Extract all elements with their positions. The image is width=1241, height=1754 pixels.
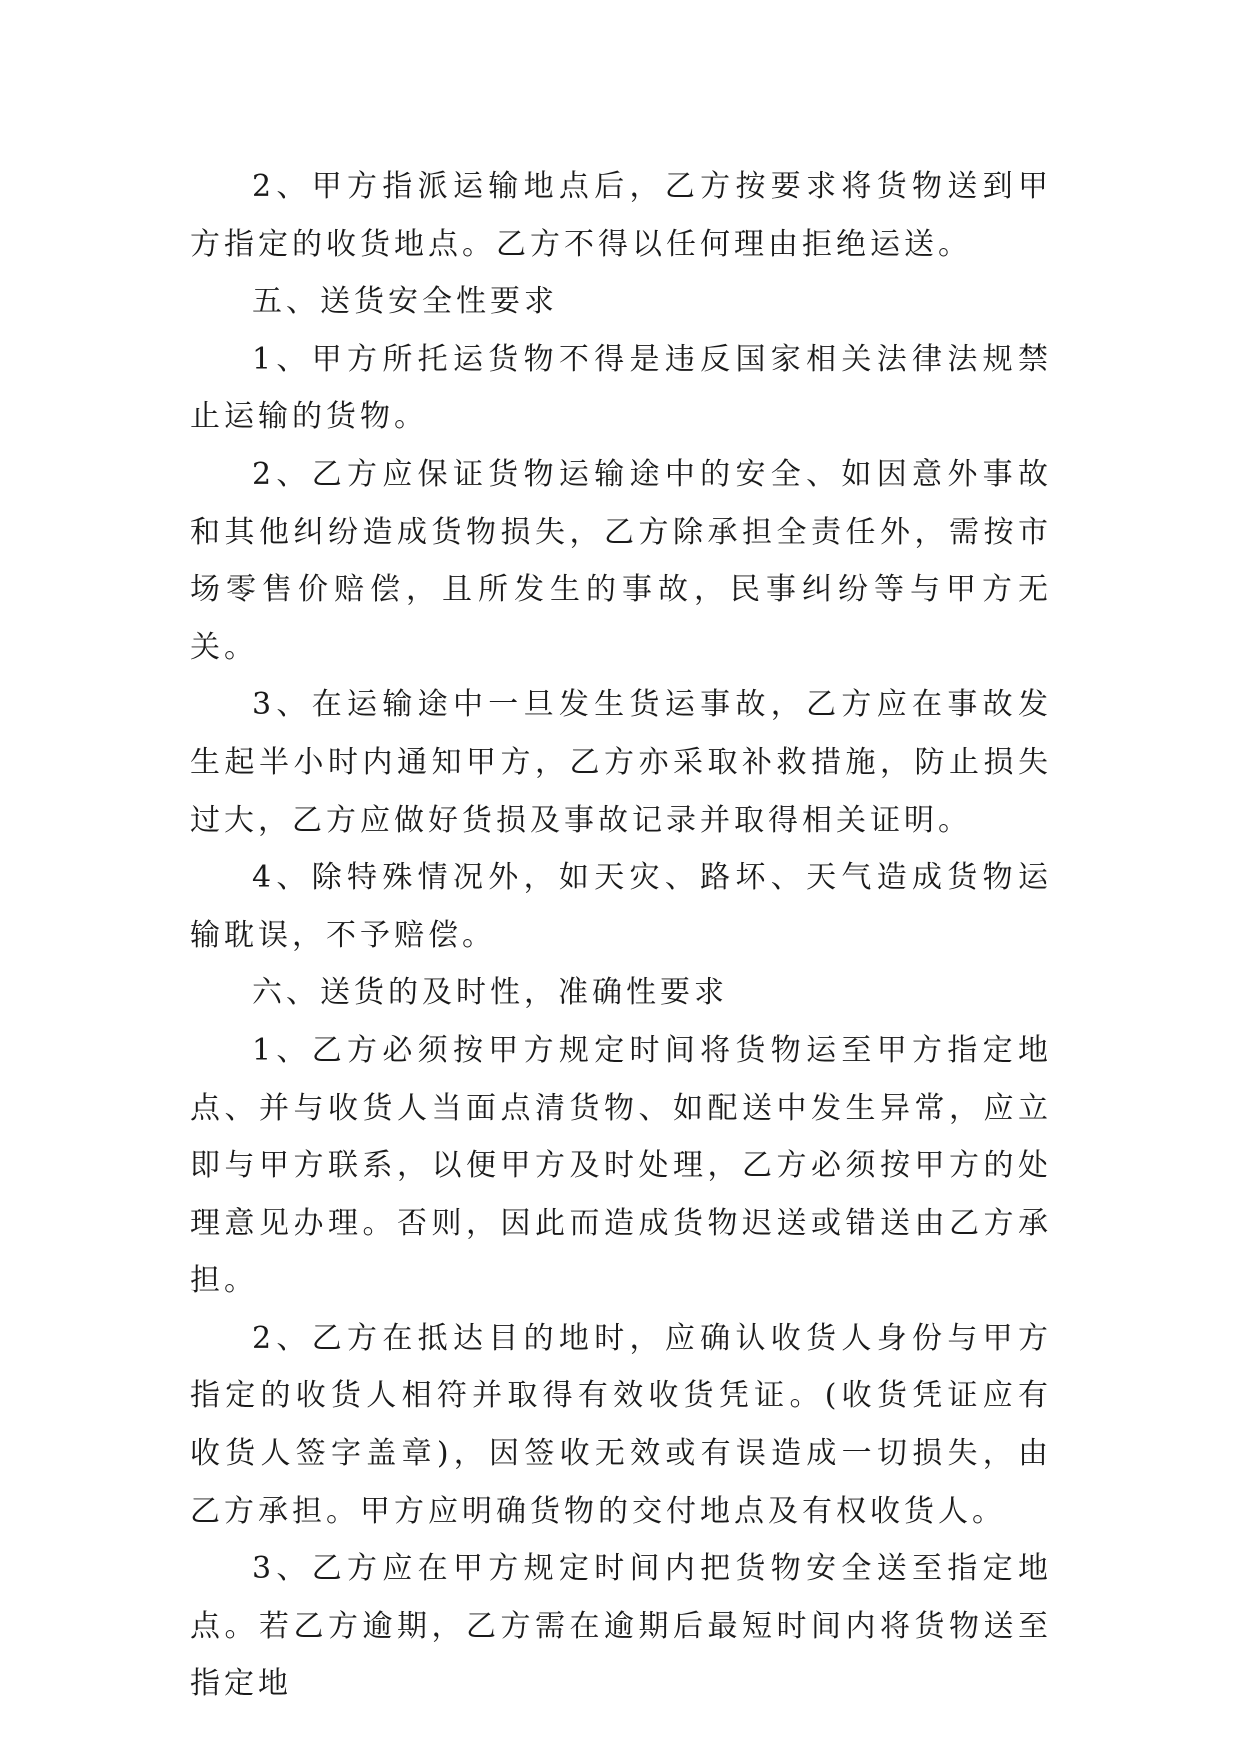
paragraph-delivery-time: 1、乙方必须按甲方规定时间将货物运至甲方指定地点、并与收货人当面点清货物、如配送中发生异常，应立即与甲方联系，以便甲方及时处理，乙方必须按甲方的处理意见办理。否则，因此而造成货物迟送或错送由乙方承担。 (190, 1032, 1052, 1299)
paragraph-delivery-location: 2、甲方指派运输地点后，乙方按要求将货物送到甲方指定的收货地点。乙方不得以任何理由拒绝运送。 (190, 169, 1052, 262)
paragraph-transport-safety: 2、乙方应保证货物运输途中的安全、如因意外事故和其他纠纷造成货物损失，乙方除承担全责任外，需按市场零售价赔偿，且所发生的事故，民事纠纷等与甲方无关。 (190, 456, 1052, 665)
section-heading-timeliness: 六、送货的及时性，准确性要求 (252, 975, 728, 1011)
paragraph-accident-notice: 3、在运输途中一旦发生货运事故，乙方应在事故发生起半小时内通知甲方，乙方亦采取补救措施，防止损失过大，乙方应做好货损及事故记录并取得相关证明。 (190, 687, 1052, 838)
document-body (190, 158, 1052, 1713)
section-heading-safety: 五、送货安全性要求 (252, 284, 558, 320)
paragraph-prohibited-goods: 1、甲方所托运货物不得是违反国家相关法律法规禁止运输的货物。 (190, 341, 1052, 435)
paragraph-force-majeure: 4、除特殊情况外，如天灾、路坏、天气造成货物运输耽误，不予赔偿。 (190, 860, 1052, 953)
paragraph-consignee-verification: 2、乙方在抵达目的地时，应确认收货人身份与甲方指定的收货人相符并取得有效收货凭证。(收货凭证应有收货人签字盖章)，因签收无效或有误造成一切损失，由乙方承担。甲方应明确货物的交付地点及有权收货人。 (190, 1320, 1052, 1529)
paragraph-overdue-delivery: 3、乙方应在甲方规定时间内把货物安全送至指定地点。若乙方逾期，乙方需在逾期后最短时间内将货物送至指定地 (190, 1551, 1052, 1702)
